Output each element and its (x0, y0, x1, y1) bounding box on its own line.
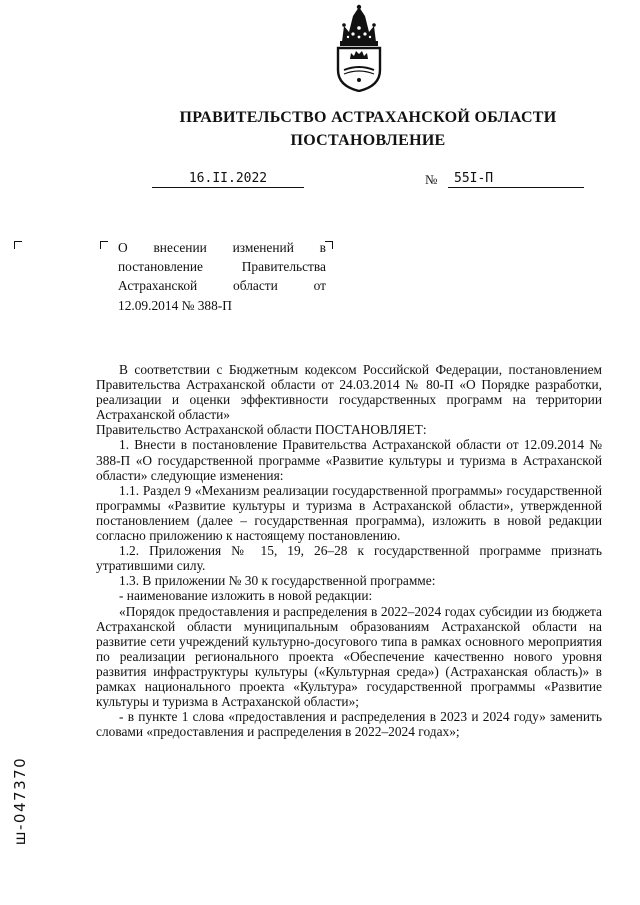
subject-line: постановление Правительства (118, 259, 326, 275)
side-registration-stamp (8, 742, 32, 860)
clause-item: - в пункте 1 слова «предоставления и распределения в 2023 и 2024 году» заменить словами «предоставления и распределения в 2022–2024 годах»; (96, 709, 602, 740)
document-number: 55I-П (448, 171, 584, 188)
corner-bracket-subject-left (100, 241, 108, 249)
preamble-paragraph: В соответствии с Бюджетным кодексом Российской Федерации, постановлением Правительства Астраханской области от 24.03.2014 № 80-П «О Порядке разработки, реализации и оценки эффективности государственных программ на территории Астраханской области» (96, 362, 602, 423)
clause-1-1: 1.1. Раздел 9 «Механизм реализации государственной программы» государственной программы «Развитие культуры и туризма в Астраханской области», утвержденной постановлением (далее – государственная программа), изложить в новой редакции согласно приложению к настоящему постановлению. (96, 482, 602, 544)
document-date: 16.II.2022 (152, 171, 304, 188)
subject-line: 12.09.2014 № 388-П (118, 297, 232, 313)
resolution-statement: Правительство Астраханской области ПОСТАНОВЛЯЕТ: (96, 422, 427, 438)
corner-bracket-left (14, 241, 22, 249)
subject-line: О внесении изменений в (118, 240, 326, 255)
corner-bracket-subject-right (325, 241, 333, 249)
clause-1: 1. Внести в постановление Правительства Астраханской области от 12.09.2014 № 388-П «О государственной программе «Развитие культуры и туризма в Астраханской области» следующие изменения: (96, 437, 602, 483)
side-stamp-text: ш-047370 (11, 756, 29, 846)
number-sign: № (425, 172, 438, 187)
government-title: ПРАВИТЕЛЬСТВО АСТРАХАНСКОЙ ОБЛАСТИ (179, 109, 557, 126)
clause-quote: «Порядок предоставления и распределения в 2022–2024 годах субсидии из бюджета Астраханской области муниципальным образованиям Астраханской области на развитие сети учреждений культурно-досугового типа в рамках основного мероприятия по реализации регионального проекта «Обеспечение качественно нового уровня развития инфраструктуры культуры («Культурная среда») (Астраханская область)» в рамках национального проекта «Культура» государственной программы «Развитие культуры и туризма в Астраханской области»; (96, 603, 602, 710)
document-subject (118, 238, 326, 315)
document-type: ПОСТАНОВЛЕНИЕ (290, 132, 446, 149)
clause-1-3: 1.3. В приложении № 30 к государственной программе: (119, 573, 436, 589)
document-body (96, 362, 602, 739)
clause-1-2: 1.2. Приложения № 15, 19, 26–28 к государственной программе признать утратившими силу. (96, 543, 602, 574)
clause-item: - наименование изложить в новой редакции: (119, 588, 373, 604)
coat-of-arms-emblem (332, 4, 386, 92)
subject-line: Астраханской области от (118, 278, 326, 294)
